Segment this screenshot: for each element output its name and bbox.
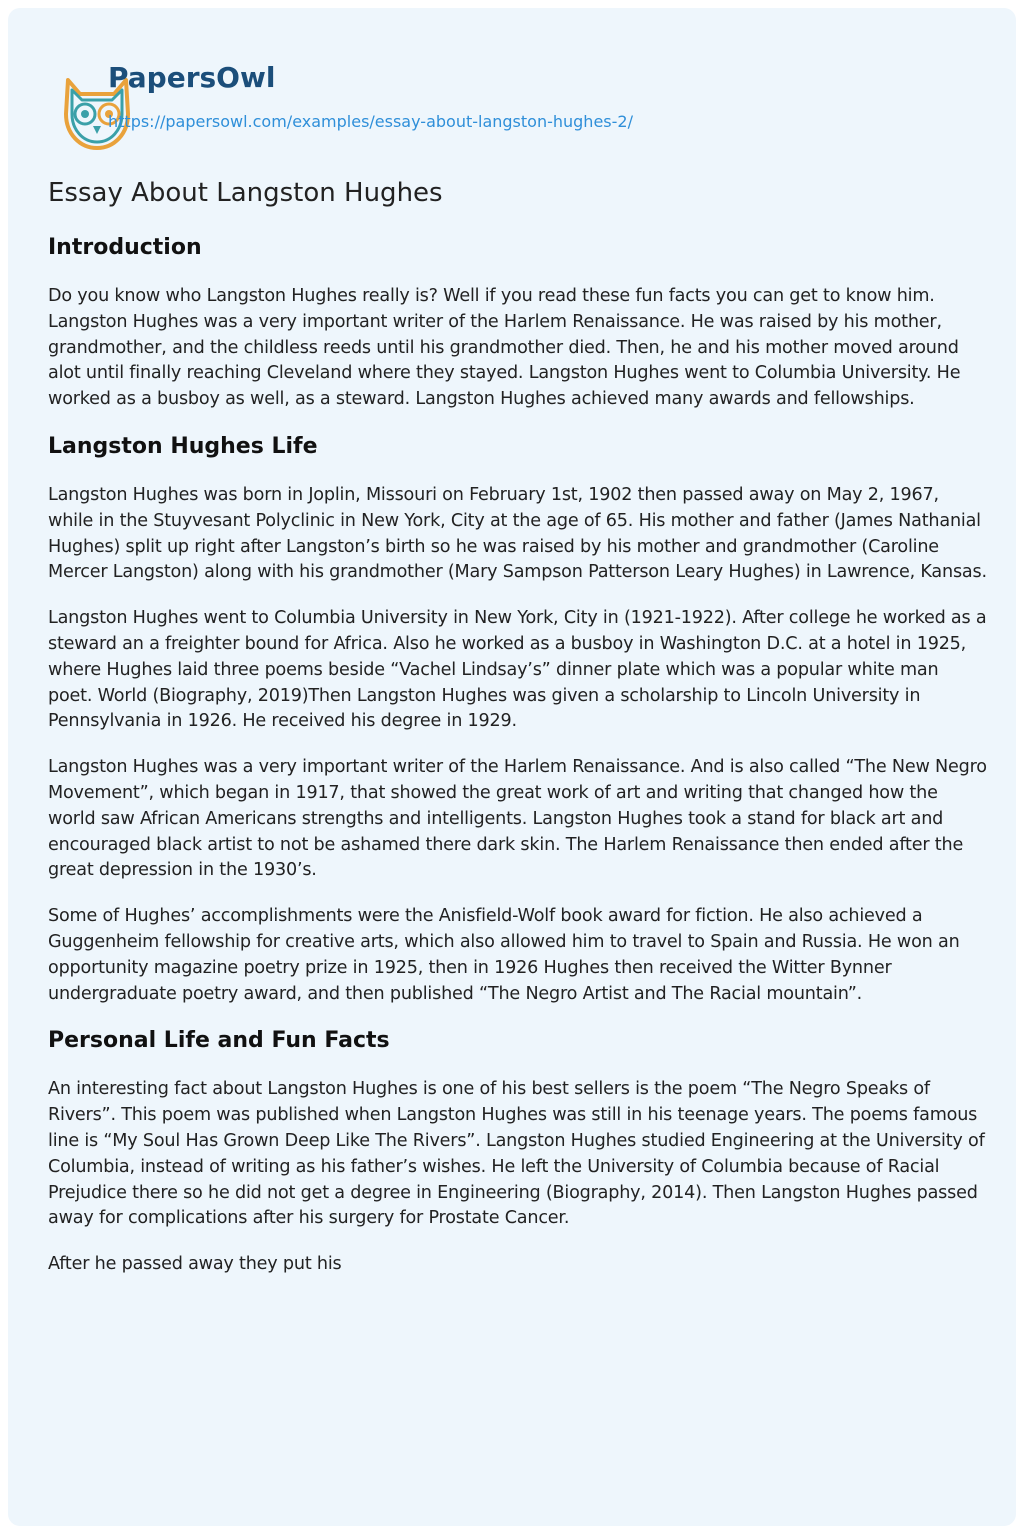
section-heading: Langston Hughes Life (48, 433, 318, 459)
essay-content (48, 176, 988, 1298)
document-card (8, 8, 1016, 1526)
section-heading: Personal Life and Fun Facts (48, 1028, 390, 1054)
page-title: Essay About Langston Hughes (48, 178, 443, 208)
paragraph: Langston Hughes was born in Joplin, Missouri on February 1st, 1902 then passed away on May 2, 1967, while in the Stuyvesant Polyclinic in New York, City at the age of 65. His mother and father (James Nathanial Hughes) split up right after Langston’s birth so he was raised by his mother and grandmother (Caroline Mercer Langston) along with his grandmother (Mary Sampson Patterson Leary Hughes) in Lawrence, Kansas. (48, 484, 987, 583)
section-heading: Introduction (48, 235, 202, 260)
section-introduction (48, 234, 988, 413)
paragraph: Langston Hughes was a very important writer of the Harlem Renaissance. And is also called “The New Negro Movement”, which began in 1917, that showed the great work of art and writing that changed how the world saw African Americans strengths and intelligents. Langston Hughes took a stand for black art and encouraged black artist to not be ashamed there dark skin. The Harlem Renaissance then ended after the great depression in the 1930’s. (48, 757, 987, 881)
section-life (48, 433, 988, 1007)
paragraph: Langston Hughes went to Columbia University in New York, City in (1921-1922). After college he worked as a steward an a freighter bound for Africa. Also he worked as a busboy in Washington D.C. at a hotel in 1925, where Hughes laid three poems beside “Vachel Lindsay’s” dinner plate which was a popular white man poet. World (Biography, 2019)Then Langston Hughes was given a scholarship to Lincoln University in Pennsylvania in 1926. He received his degree in 1929. (48, 608, 987, 732)
paragraph: Do you know who Langston Hughes really is? Well if you read these fun facts you can get to know him. Langston Hughes was a very important writer of the Harlem Renaissance. He was raised by his mother, grandmother, and the childless reeds until his grandmother died. Then, he and his mother moved around alot until finally reaching Cleveland where they stayed. Langston Hughes went to Columbia University. He worked as a busboy as well, as a steward. Langston Hughes achieved many awards and fellowships. (48, 286, 961, 410)
brand-name: PapersOwl (108, 61, 276, 94)
source-url-link[interactable]: https://papersowl.com/examples/essay-about-langston-hughes-2/ (108, 112, 633, 131)
paragraph: Some of Hughes’ accomplishments were the Anisfield-Wolf book award for fiction. He also achieved a Guggenheim fellowship for creative arts, which also allowed him to travel to Spain and Russia. He won an opportunity magazine poetry prize in 1925, then in 1926 Hughes then received the Witter Bynner undergraduate poetry award, and then published “The Negro Artist and The Racial mountain”. (48, 906, 960, 1004)
paragraph: An interesting fact about Langston Hughes is one of his best sellers is the poem “The Negro Speaks of Rivers”. This poem was published when Langston Hughes was still in his teenage years. The poems famous line is “My Soul Has Grown Deep Like The Rivers”. Langston Hughes studied Engineering at the University of Columbia, instead of writing as his father’s wishes. He left the University of Columbia because of Racial Prejudice there so he did not get a degree in Engineering (Biography, 2014). Then Langston Hughes passed away for complications after his surgery for Prostate Cancer. (48, 1079, 985, 1229)
section-personal-life (48, 1027, 988, 1278)
paragraph: After he passed away they put his (48, 1254, 342, 1275)
